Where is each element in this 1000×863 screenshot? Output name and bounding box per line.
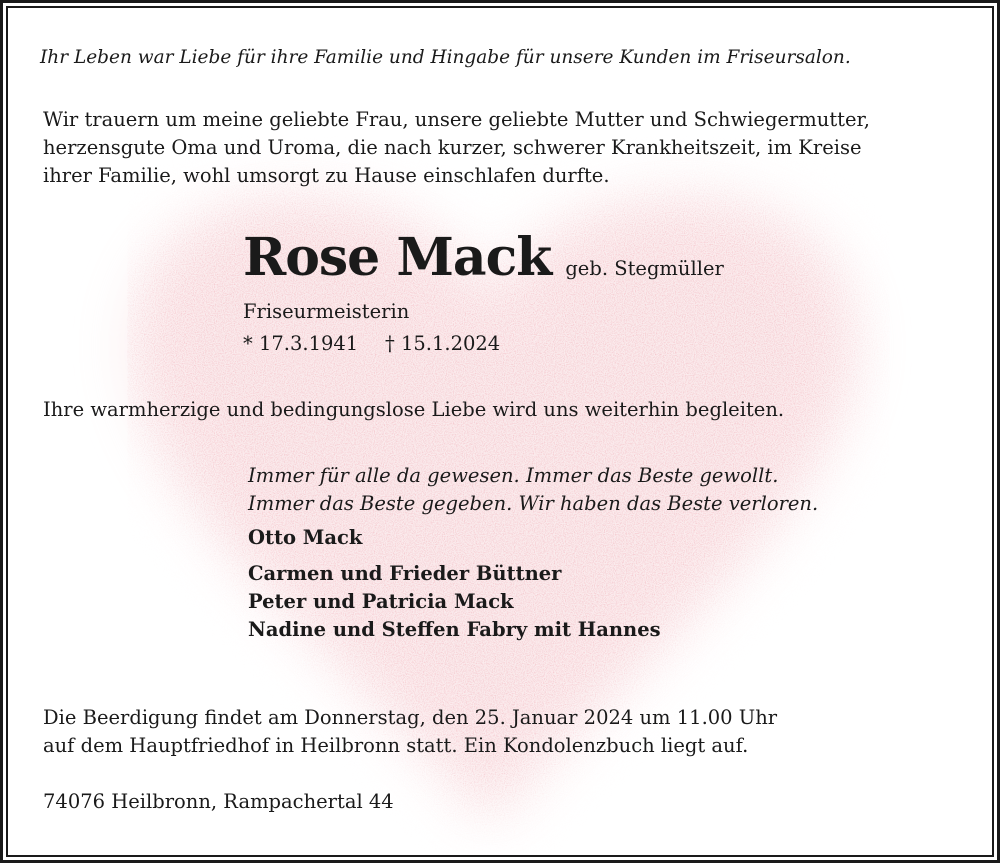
mourner-spouse: Otto Mack — [248, 526, 363, 549]
funeral-line: Die Beerdigung findet am Donnerstag, den 25. Januar 2024 um 11.00 Uhr — [43, 706, 778, 729]
love-line: Ihre warmherzige und bedingungslose Liebe wird uns weiterhin begleiten. — [43, 398, 785, 421]
intro-line: ihrer Familie, wohl umsorgt zu Hause einschlafen durfte. — [43, 164, 610, 187]
address: 74076 Heilbronn, Rampachertal 44 — [43, 790, 394, 813]
intro-line: Wir trauern um meine geliebte Frau, unsere geliebte Mutter und Schwiegermutter, — [43, 108, 870, 131]
profession: Friseurmeisterin — [243, 300, 410, 323]
deceased-name: Rose Mack — [243, 227, 552, 288]
funeral-line: auf dem Hauptfriedhof in Heilbronn statt. Ein Kondolenzbuch liegt auf. — [43, 734, 749, 757]
mourner-family: Carmen und Frieder Büttner — [248, 562, 562, 585]
motto: Ihr Leben war Liebe für ihre Familie und Hingabe für unsere Kunden im Friseursalon. — [40, 47, 851, 68]
mourner-family: Peter und Patricia Mack — [248, 590, 514, 613]
mourner-family: Nadine und Steffen Fabry mit Hannes — [248, 618, 661, 641]
death-date: † 15.1.2024 — [385, 332, 501, 355]
quote-line: Immer für alle da gewesen. Immer das Beste gewollt. — [248, 464, 779, 487]
intro-line: herzensgute Oma und Uroma, die nach kurzer, schwerer Krankheitszeit, im Kreise — [43, 136, 862, 159]
quote-line: Immer das Beste gegeben. Wir haben das Beste verloren. — [248, 492, 819, 515]
deceased-name-row — [243, 228, 724, 299]
birth-date: * 17.3.1941 — [243, 332, 359, 355]
maiden-name: geb. Stegmüller — [565, 257, 724, 280]
